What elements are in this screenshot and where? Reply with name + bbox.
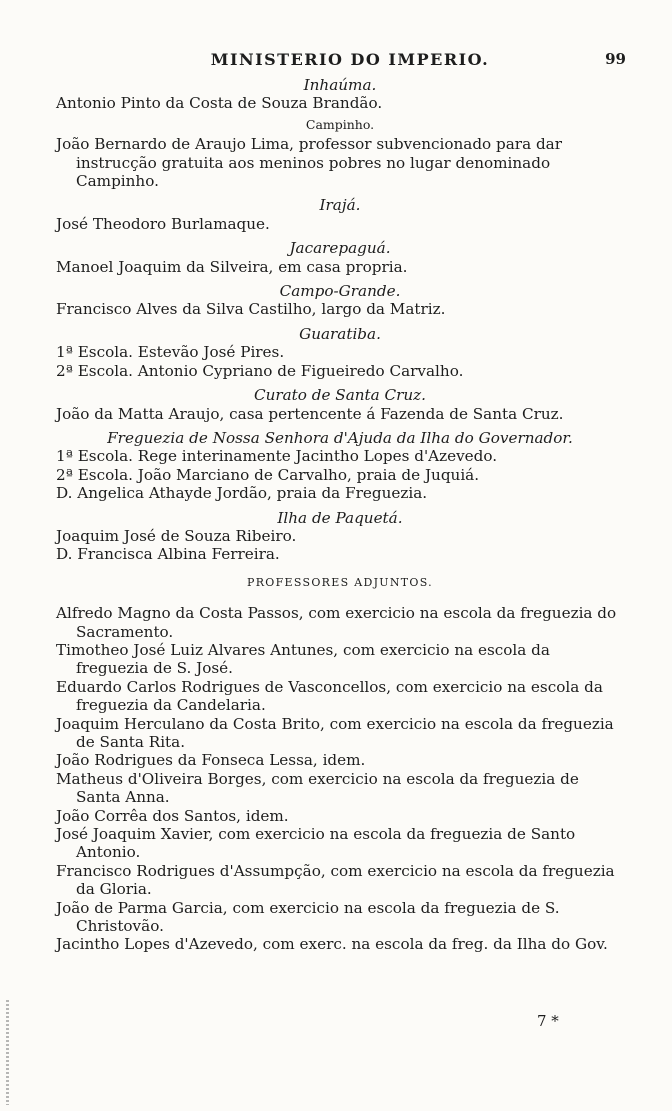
entry: Francisco Alves da Silva Castilho, largo da Matriz. xyxy=(56,300,446,319)
entry: 2ª Escola. João Marciano de Carvalho, praia de Juquiá. xyxy=(56,465,480,484)
adjunto-entry: Joaquim Herculano da Costa Brito, com exercicio na escola da freguezia de Santa Rita. xyxy=(56,714,614,751)
adjunto-entry: Timotheo José Luiz Alvares Antunes, com exercicio na escola da freguezia de S. José. xyxy=(56,640,550,678)
entry: D. Angelica Athayde Jordão, praia da Freguezia. xyxy=(56,484,428,503)
section-heading: Campinho. xyxy=(305,116,375,132)
entry: 1ª Escola. Rege interinamente Jacintho Lopes d'Azevedo. xyxy=(56,447,498,466)
entry: D. Francisca Albina Ferreira. xyxy=(56,545,280,564)
adjunto-entry: Matheus d'Oliveira Borges, com exercicio na escola da freguezia de Santa Anna. xyxy=(56,769,579,807)
page-number: 99 xyxy=(605,50,626,68)
section-heading: Ilha de Paquetá. xyxy=(277,508,403,527)
document-body xyxy=(56,76,624,954)
running-title: MINISTERIO DO IMPERIO. xyxy=(210,50,490,69)
section-heading: Irajá. xyxy=(319,196,361,215)
entry: José Theodoro Burlamaque. xyxy=(56,214,270,233)
entry: Joaquim José de Souza Ribeiro. xyxy=(56,526,297,545)
section-heading: Freguezia de Nossa Senhora d'Ajuda da Ilha do Governador. xyxy=(107,428,573,447)
adjunto-entry: Jacintho Lopes d'Azevedo, com exerc. na escola da freg. da Ilha do Gov. xyxy=(56,935,608,954)
page-header xyxy=(0,50,672,76)
adjunto-entry: João Corrêa dos Santos, idem. xyxy=(56,806,289,825)
adjunto-entry: João Rodrigues da Fonseca Lessa, idem. xyxy=(56,751,366,770)
entry: João Bernardo de Araujo Lima, professor subvencionado para dar instrucção gratuita aos meninos pobres no lugar denominado Campinho. xyxy=(56,135,562,191)
adjunto-entry: João de Parma Garcia, com exercicio na escola da freguezia de S. Christovão. xyxy=(56,898,560,936)
entry: João da Matta Araujo, casa pertencente á Fazenda de Santa Cruz. xyxy=(56,404,564,423)
adjunto-entry: Francisco Rodrigues d'Assumpção, com exercicio na escola da freguezia da Gloria. xyxy=(56,861,615,899)
entry: 2ª Escola. Antonio Cypriano de Figueiredo Carvalho. xyxy=(56,361,464,380)
section-heading: Campo-Grande. xyxy=(279,282,401,301)
adjunto-entry: Eduardo Carlos Rodrigues de Vasconcellos, com exercicio na escola da freguezia da Candelaria. xyxy=(56,677,603,715)
adjuntos-heading: PROFESSORES ADJUNTOS. xyxy=(247,575,433,589)
adjunto-entry: José Joaquim Xavier, com exercicio na escola da freguezia de Santo Antonio. xyxy=(56,825,576,862)
entry: Manoel Joaquim da Silveira, em casa propria. xyxy=(56,257,408,276)
binding-edge xyxy=(6,1000,9,1105)
section-heading: Guaratiba. xyxy=(299,324,381,343)
entry: Antonio Pinto da Costa de Souza Brandão. xyxy=(56,94,383,113)
section-heading: Inhaúma. xyxy=(303,76,377,94)
section-heading: Jacarepaguá. xyxy=(289,239,391,258)
adjunto-entry: Alfredo Magno da Costa Passos, com exercicio na escola da freguezia do Sacramento. xyxy=(56,604,617,641)
signature-mark: 7 * xyxy=(537,1012,559,1030)
section-heading: Curato de Santa Cruz. xyxy=(253,386,427,405)
entry: 1ª Escola. Estevão José Pires. xyxy=(56,343,285,362)
